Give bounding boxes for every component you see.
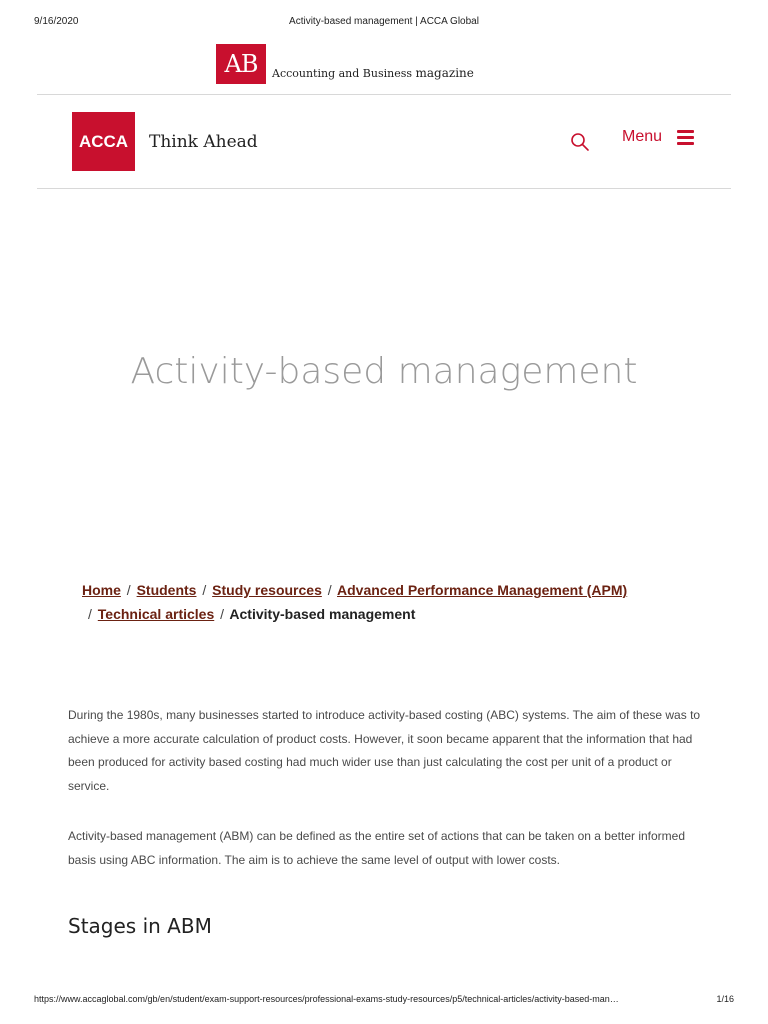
section-heading: Stages in ABM <box>68 914 212 938</box>
tagline: Think Ahead <box>149 132 258 152</box>
breadcrumb-home[interactable]: Home <box>82 582 121 598</box>
page-title: Activity-based management <box>130 351 638 392</box>
article-paragraph-1: During the 1980s, many businesses started to introduce activity-based costing (ABC) systems. The aim of these was to achieve a more accurate calculation of product costs. However, it soon became apparent that the information that had been produced for activity based costing had much wider use than just calculating the cost per unit of a product or service. <box>68 708 701 793</box>
breadcrumb-study-resources[interactable]: Study resources <box>212 582 322 598</box>
print-footer <box>34 994 734 1008</box>
menu-button[interactable] <box>622 128 694 146</box>
print-title: Activity-based management | ACCA Global <box>289 16 479 27</box>
breadcrumb-students[interactable]: Students <box>136 582 197 598</box>
header-divider-top <box>37 94 731 95</box>
article-body <box>68 704 716 938</box>
print-header <box>34 16 734 30</box>
print-date: 9/16/2020 <box>34 16 79 27</box>
ab-magazine-link[interactable] <box>216 44 474 84</box>
article-paragraph-2: Activity-based management (ABM) can be defined as the entire set of actions that can be taken on a better informed basis using ABC information. The aim is to achieve the same level of output with lower costs. <box>68 829 686 867</box>
breadcrumb-technical-articles[interactable]: Technical articles <box>97 606 215 622</box>
search-icon[interactable] <box>570 132 590 152</box>
header-divider-bottom <box>37 188 731 189</box>
breadcrumb-separator: / <box>126 582 131 598</box>
breadcrumb-apm[interactable]: Advanced Performance Management (APM) <box>337 582 628 598</box>
print-page-number: 1/16 <box>716 994 734 1004</box>
menu-label: Menu <box>622 128 663 145</box>
breadcrumb-separator: / <box>88 606 92 622</box>
breadcrumb <box>82 578 668 626</box>
breadcrumb-separator: / <box>220 606 225 622</box>
acca-logo[interactable]: ACCA <box>72 112 135 171</box>
breadcrumb-separator: / <box>327 582 332 598</box>
hamburger-icon <box>677 130 694 145</box>
ab-magazine-text: Accounting and Business magazine <box>272 66 474 80</box>
breadcrumb-separator: / <box>202 582 207 598</box>
ab-logo: AB <box>216 44 266 84</box>
breadcrumb-current: Activity-based management <box>229 606 416 622</box>
print-url: https://www.accaglobal.com/gb/en/student/exam-support-resources/professional-exams-study-resources/p5/technical-articles/activity-based-man… <box>34 994 619 1004</box>
